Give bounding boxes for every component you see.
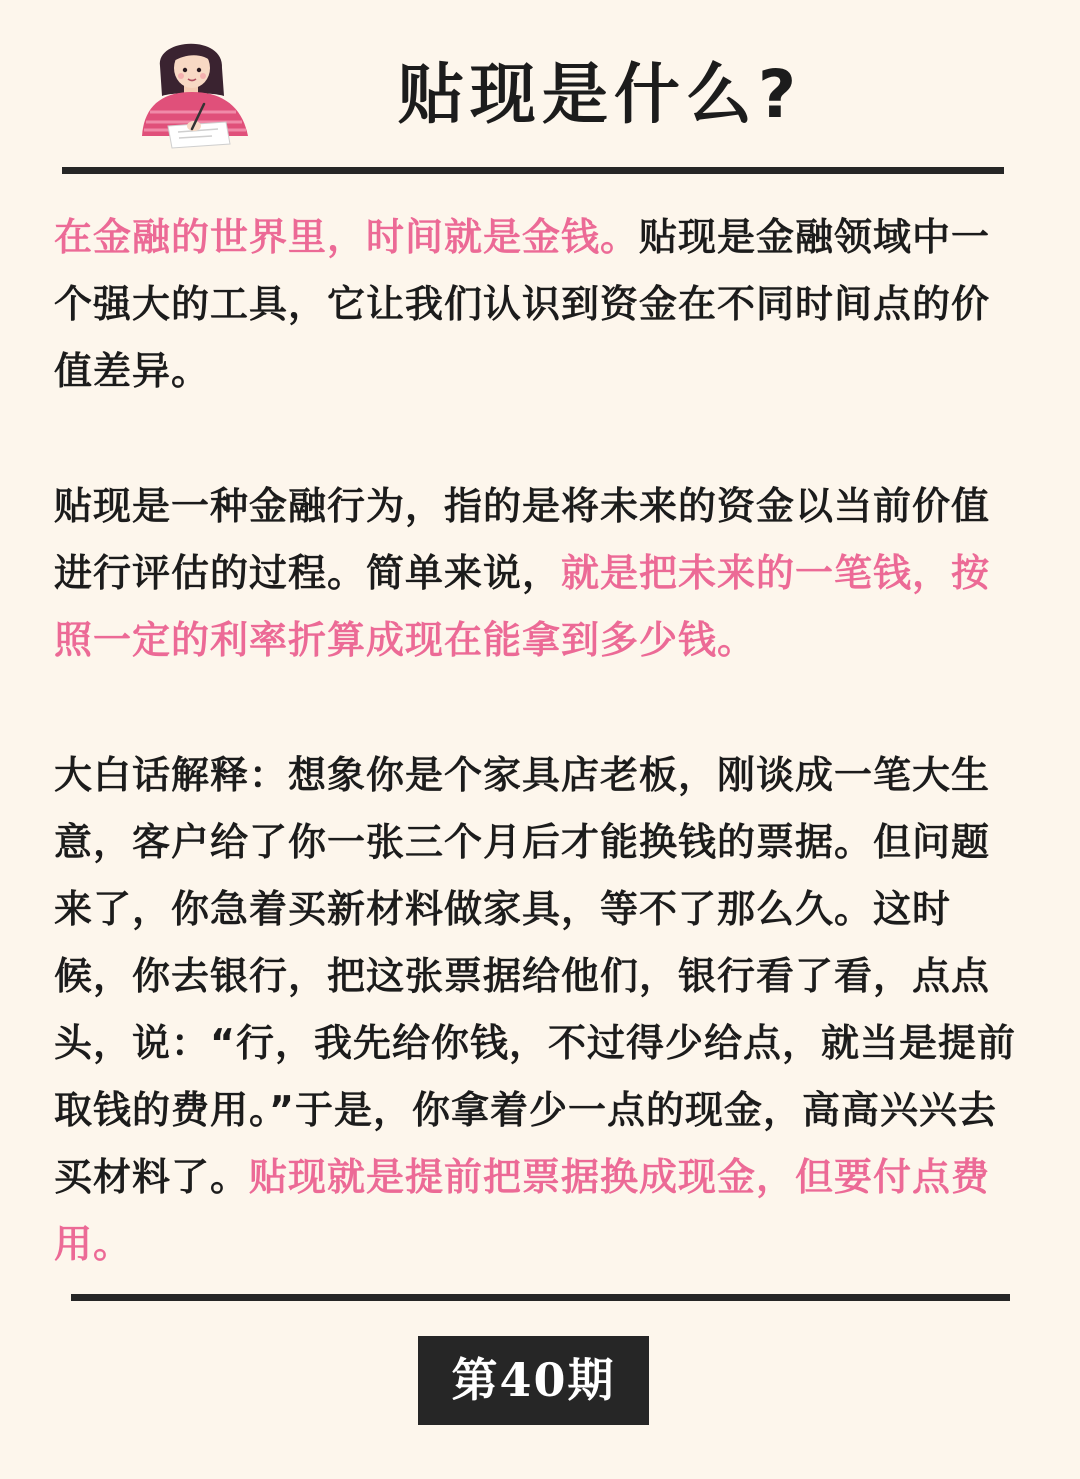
highlight-text: 贴现就是提前把票据换成现金，但要付点费用。 (54, 1155, 991, 1266)
footer-divider (71, 1294, 1010, 1301)
highlight-text: 在金融的世界里，时间就是金钱。 (54, 215, 640, 259)
paragraph-explanation (54, 742, 1026, 1278)
girl-writing-avatar-icon (132, 26, 257, 151)
page-title: 贴现是什么? (397, 56, 803, 133)
header-divider (62, 167, 1004, 174)
body-text: 贴现是金融领域中一个强大的工具，它让我们认识到资金在不同时间点的价值差异。 (54, 215, 991, 393)
body-text: 贴现是一种金融行为，指的是将未来的资金以当前价值进行评估的过程。简单来说， (54, 484, 991, 595)
paragraph-definition (54, 473, 1026, 674)
paragraph-intro (54, 204, 1026, 405)
body-text: 大白话解释：想象你是个家具店老板，刚谈成一笔大生意，客户给了你一张三个月后才能换钱的票据。但问题来了，你急着买新材料做家具，等不了那么久。这时候，你去银行，把这张票据给他们，银行看了看，点点头，说：“行，我先给你钱，不过得少给点，就当是提前取钱的费用。”于是，你拿着少一点的现金，高高兴兴去买材料了。 (54, 753, 1016, 1199)
highlight-text: 就是把未来的一笔钱，按照一定的利率折算成现在能拿到多少钱。 (54, 551, 991, 662)
issue-number-badge: 第40期 (418, 1336, 649, 1425)
